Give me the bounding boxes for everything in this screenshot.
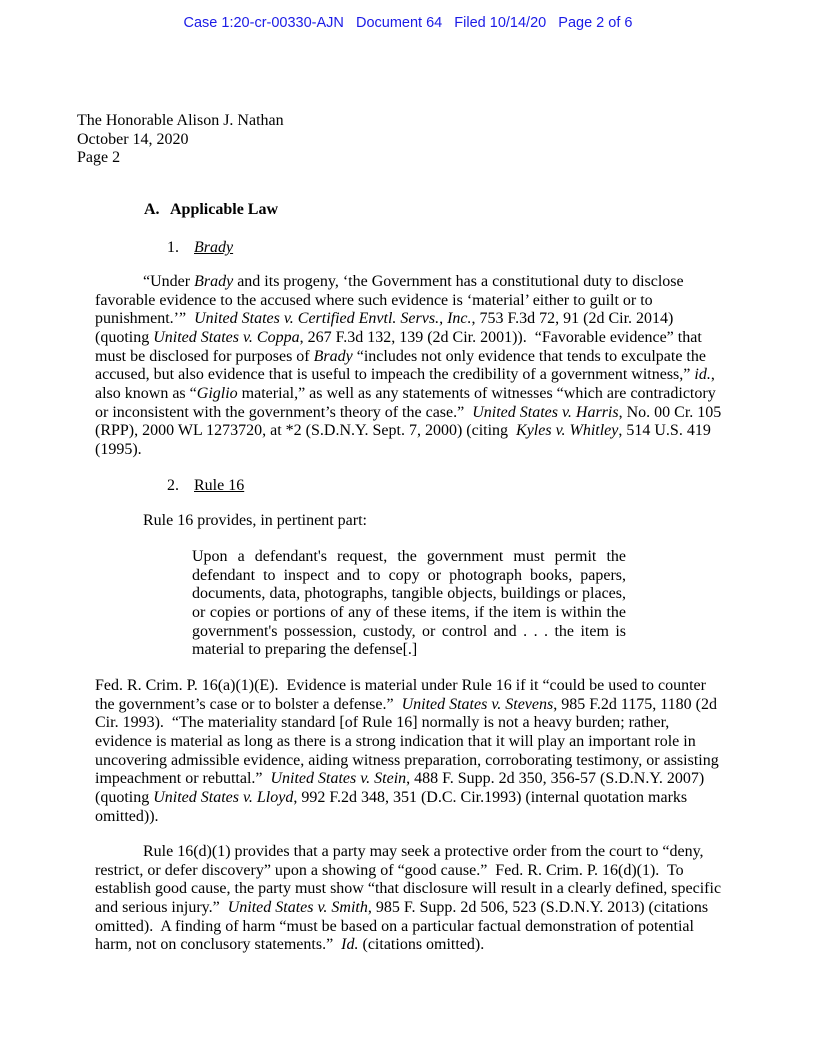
subsection-heading-brady [167, 239, 233, 257]
text-segment: (citations omitted). [358, 936, 485, 954]
blockquote-rule16-text: Upon a defendant's request, the government must permit the defendant to inspect and to copy or photograph books, papers, documents, data, photographs, tangible objects, buildings or places, or copies or portions of any of these items, if the item is within the government's possession, custody, or control and . . . the item is material to preparing the defense[.] [192, 548, 630, 659]
text-segment: , 985 F.2d 1175, 1180 (2d Cir. 1993). “The materiality standard [of Rule 16] normally is not a heavy burden; rather, evidence is material as long as there is a strong indication that it will play an important role in uncovering admissible evidence, aiding witness preparation, corroborating testimony, or assisting impeachment or rebuttal.” [95, 695, 723, 788]
text-segment: and its progeny, ‘the Government has a constitutional duty to disclose favorable evidence to the accused where such evidence is ‘material’ either to guilt or to punishment.’” [95, 273, 688, 328]
section-heading-applicable-law [144, 201, 278, 219]
text-segment: United States v. Smith [227, 898, 368, 916]
text-segment: Rule 16 provides, in pertinent part: [143, 512, 367, 529]
text-segment: , 753 F.3d 72, 91 (2d Cir. 2014) (quoting [95, 310, 678, 346]
text-segment: , 514 U.S. 419 (1995). [95, 422, 715, 458]
text-segment: , also known as “ [95, 366, 719, 402]
subsection-number: 1. [167, 239, 179, 256]
text-segment: id. [694, 366, 711, 384]
text-segment: , 488 F. Supp. 2d 350, 356-57 (S.D.N.Y. 2007) (quoting [95, 770, 709, 806]
text-segment: United States v. Certified Envtl. Servs., Inc. [194, 310, 472, 328]
text-segment: Giglio [196, 384, 238, 402]
text-segment: United States v. Harris [472, 403, 619, 421]
text-segment: Id. [341, 936, 359, 954]
date-line: October 14, 2020 [77, 130, 189, 148]
paragraph-rule16-intro [95, 512, 729, 531]
text-segment: United States v. Lloyd [153, 788, 294, 806]
text-segment: Brady [313, 347, 353, 365]
subsection-number: 2. [167, 477, 179, 494]
text-segment: United States v. Stein [270, 770, 407, 788]
text-segment: material,” as well as any statements of witnesses “which are contradictory or inconsistent with the government’s theory of the case.” [95, 384, 720, 421]
paragraph-rule16-materiality [95, 677, 729, 826]
text-segment: Kyles v. Whitley [516, 422, 619, 440]
paragraph-brady-law [95, 273, 729, 460]
text-segment: , No. 00 Cr. 105 (RPP), 2000 WL 1273720, at *2 (S.D.N.Y. Sept. 7, 2000) (citing [95, 403, 726, 440]
text-segment: Brady [194, 273, 234, 290]
subsection-title: Brady [194, 239, 234, 256]
text-segment: , 992 F.2d 348, 351 (D.C. Cir.1993) (internal quotation marks omitted)). [95, 788, 692, 825]
subsection-title: Rule 16 [194, 477, 245, 494]
recipient-line: The Honorable Alison J. Nathan [77, 112, 284, 129]
text-segment: United States v. Stevens [401, 695, 554, 713]
paragraph-protective-order [95, 843, 729, 955]
letterhead [77, 112, 284, 168]
text-segment: , 267 F.3d 132, 139 (2d Cir. 2001)). “Favorable evidence” that must be disclosed for purposes of [95, 328, 706, 365]
text-segment: “Under [143, 273, 195, 290]
section-heading-number: A. [144, 201, 160, 218]
text-segment: “includes not only evidence that tends to exculpate the accused, but also evidence that is useful to impeach the credibility of a government witness,” [95, 347, 710, 384]
text-segment: United States v. Coppa [153, 328, 300, 346]
page-number-line: Page 2 [77, 149, 121, 167]
text-segment: , 985 F. Supp. 2d 506, 523 (S.D.N.Y. 2013) (citations omitted). A finding of harm “must be based on a particular factual demonstration of potential harm, not on conclusory statements.” [95, 898, 713, 954]
section-heading-title: Applicable Law [170, 201, 279, 218]
text-segment: Fed. R. Crim. P. 16(a)(1)(E). Evidence is material under Rule 16 if it “could be used to counter the government’s case or to bolster a defense.” [95, 677, 710, 713]
subsection-heading-rule16 [167, 477, 244, 495]
text-segment: Rule 16(d)(1) provides that a party may seek a protective order from the court to “deny, restrict, or defer discovery” upon a showing of “good cause.” Fed. R. Crim. P. 16(d)(1). To establish good cause, the party must show “that disclosure will result in a clearly defined, specific and serious injury.” [95, 843, 726, 916]
case-stamp: Case 1:20-cr-00330-AJN Document 64 Filed 10/14/20 Page 2 of 6 [183, 15, 633, 31]
